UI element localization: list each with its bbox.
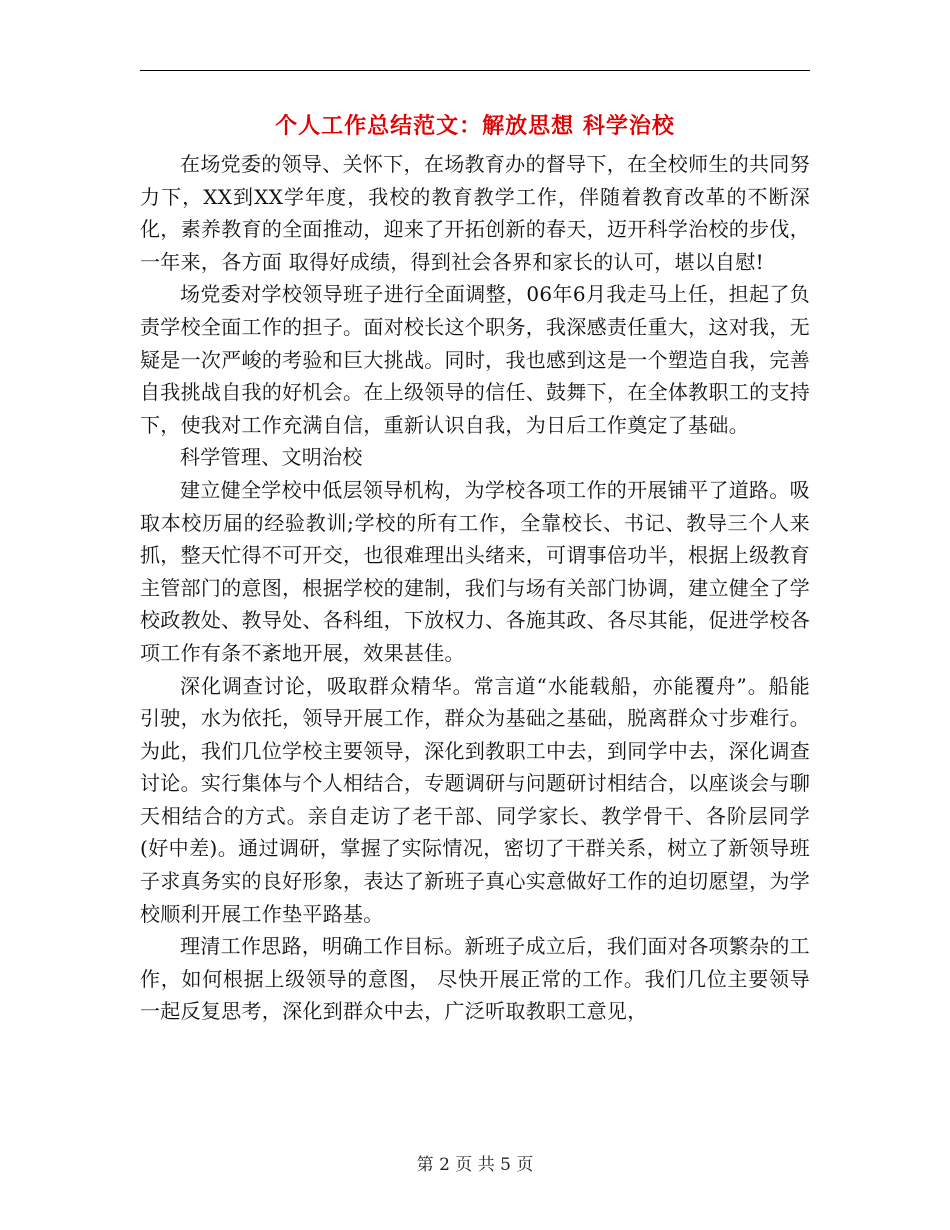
document-title: 个人工作总结范文：解放思想 科学治校: [275, 113, 675, 139]
document-body: [140, 148, 810, 1028]
paragraph-goals: 理清工作思路，明确工作目标。新班子成立后，我们面对各项繁杂的工作，如何根据上级领导的意图， 尽快开展正常的工作。我们几位主要领导一起反复思考，深化到群众中去，广泛听取教职工意见，: [140, 934, 810, 1024]
paragraph-research: 深化调查讨论，吸取群众精华。常言道“水能载船，亦能覆舟”。船能引驶，水为依托，领导开展工作，群众为基础之基础，脱离群众寸步难行。为此，我们几位学校主要领导，深化到教职工中去，到同学中去，深化调查讨论。实行集体与个人相结合，专题调研与问题研讨相结合，以座谈会与聊天相结合的方式。亲自走访了老干部、同学家长、教学骨干、各阶层同学(好中差)。通过调研，掌握了实际情况，密切了干群关系，树立了新领导班子求真务实的良好形象，表达了新班子真心实意做好工作的迫切愿望，为学校顺利开展工作垫平路基。: [140, 673, 810, 926]
header-rule: [140, 70, 810, 71]
section-heading: 科学管理、文明治校: [180, 445, 363, 470]
paragraph-structure: 建立健全学校中低层领导机构，为学校各项工作的开展铺平了道路。吸取本校历届的经验教训;学校的所有工作，全靠校长、书记、教导三个人来抓，整天忙得不可开交，也很难理出头绪来，可谓事倍功半，根据上级教育主管部门的意图，根据学校的建制，我们与场有关部门协调，建立健全了学校政教处、教导处、各科组，下放权力、各施其政、各尽其能，促进学校各项工作有条不紊地开展，效果甚佳。: [140, 477, 810, 665]
paragraph-appointment: 场党委对学校领导班子进行全面调整，06年6月我走马上任，担起了负责学校全面工作的担子。面对校长这个职务，我深感责任重大，这对我，无疑是一次严峻的考验和巨大挑战。同时，我也感到这是一个塑造自我，完善自我挑战自我的好机会。在上级领导的信任、鼓舞下，在全体教职工的支持下，使我对工作充满自信，重新认识自我，为日后工作奠定了基础。: [140, 282, 810, 437]
paragraph-intro: 在场党委的领导、关怀下，在场教育办的督导下，在全校师生的共同努力下，XX到XX学年度，我校的教育教学工作，伴随着教育改革的不断深化，素养教育的全面推动，迎来了开拓创新的春天，迈开科学治校的步伐，一年来，各方面 取得好成绩，得到社会各界和家长的认可，堪以自慰!: [140, 152, 810, 274]
page-number-footer: 第 2 页 共 5 页: [416, 1155, 534, 1175]
